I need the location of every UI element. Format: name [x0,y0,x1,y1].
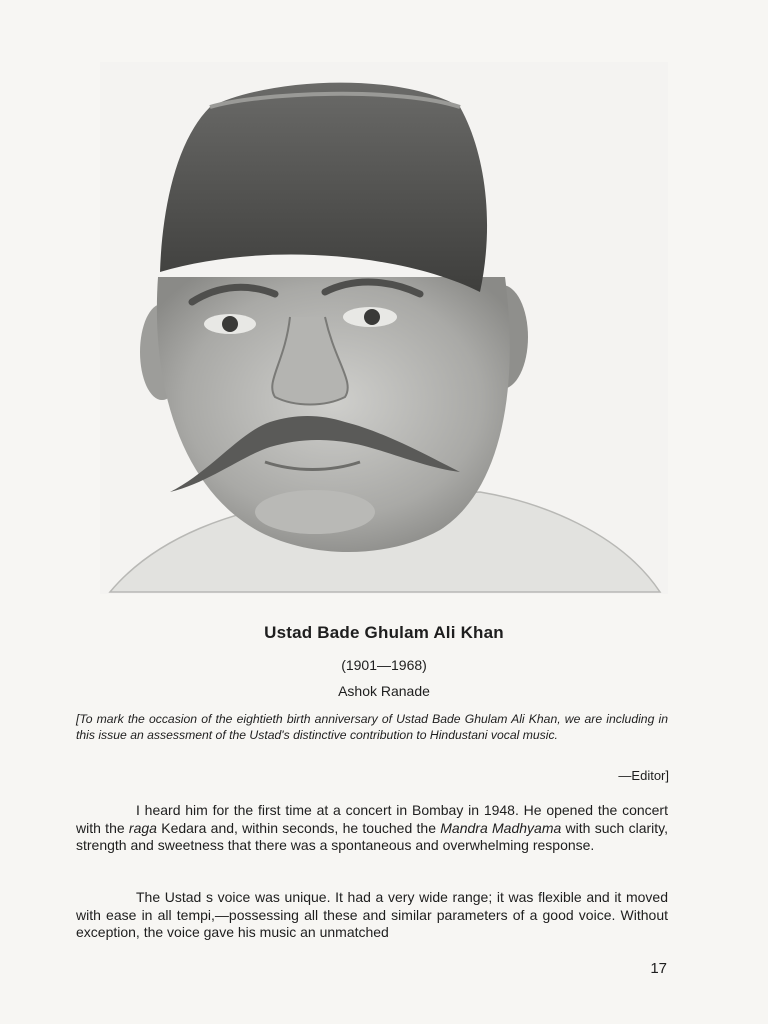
editor-signature: —Editor] [618,768,669,783]
article-title: Ustad Bade Ghulam Ali Khan [264,623,504,642]
author-name: Ashok Ranade [338,683,430,699]
editor-note: [To mark the occasion of the eightieth birth anniversary of Ustad Bade Ghulam Ali Khan, we are including in this issue an assessment of the Ustad's distinctive contribution to Hindustani vocal music. [76,712,668,742]
body-paragraph-2: The Ustad s voice was unique. It had a very wide range; it was flexible and it moved with ease in all tempi,—possessing all these and similar parameters of a good voice. Without exception, the voice gave his music an unmatched [76,889,668,940]
body-paragraph-1 [76,802,668,855]
paragraph-1-italic-madhyama: Mandra Madhyama [440,819,562,836]
portrait-illustration [100,62,668,594]
paragraph-1-text-c: with such clarity, strength and sweetness that there was a spontaneous and overwhelming response. [76,819,668,853]
paragraph-1-italic-raga: raga [128,819,157,836]
life-dates: (1901—1968) [341,657,427,673]
paragraph-1-text-b: Kedara and, within seconds, he touched the [156,819,441,836]
paragraph-1-text-a: I heard him for the first time at a concert in Bombay in 1948. He opened the concert with the [76,802,668,836]
page-number: 17 [650,960,667,977]
